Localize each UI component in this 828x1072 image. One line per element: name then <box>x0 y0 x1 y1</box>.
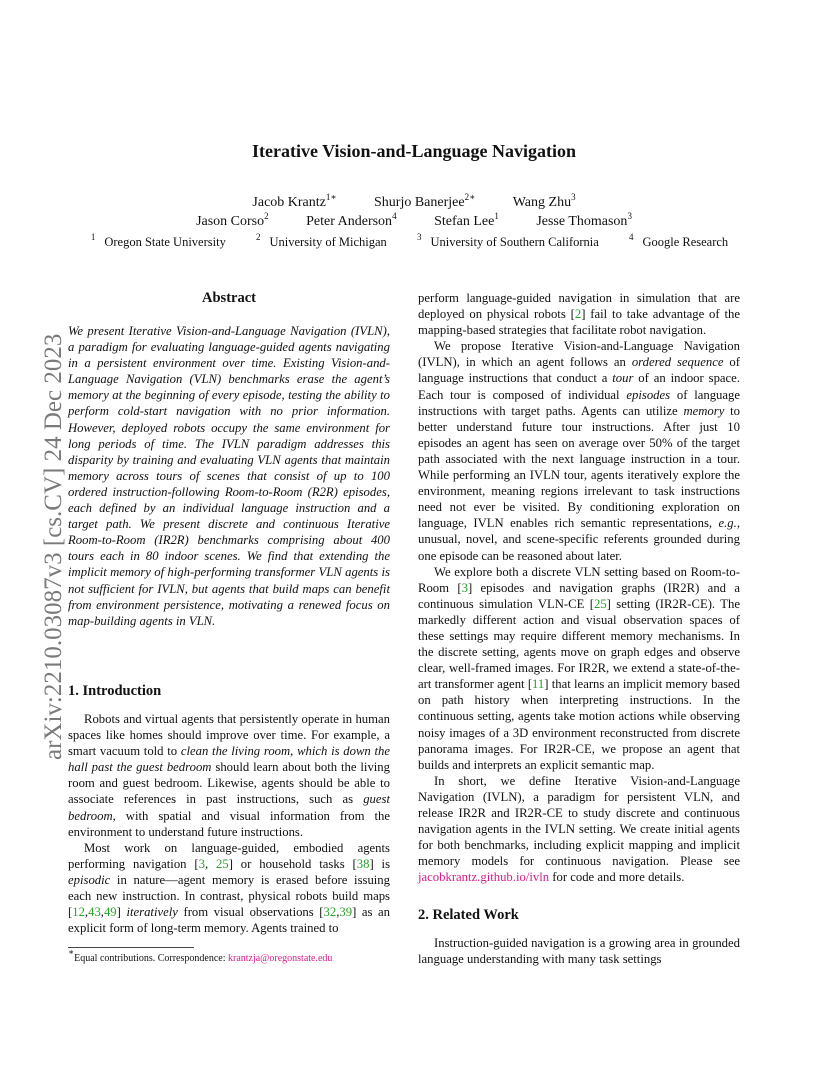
correspondence-email-link[interactable]: krantzja@oregonstate.edu <box>227 953 333 964</box>
footnote-rule <box>68 947 194 948</box>
author: Shurjo Banerjee$^{2∗}$ <box>374 192 476 210</box>
citation-link[interactable]: 12 <box>72 905 85 920</box>
affiliation: $^1$ Oregon State University <box>90 232 226 249</box>
citation-link[interactable]: 25 <box>593 596 607 611</box>
paragraph: We propose Iterative Vision-and-Language Navigation (IVLN), in which an agent follows an ordered sequence of language instructions that conduct a tour of an indoor space. Each tour is composed of individual episodes of language instructions with target paths. Agents can utilize memory to better understand future tour instructions. After just 10 episodes an agent has seen on average over 50% of the target path associated with the next language instruction in a tour. While performing an IVLN tour, agents iteratively explore the environment, meaning regions irrelevant to task instructions need not ever be visited. By conditioning exploration on language, IVLN enables rich semantic representations, e.g., unusual, novel, and scene-specific referents grounded during one episode can be reasoned about later. <box>418 339 740 563</box>
citation-link[interactable]: 38 <box>356 856 370 871</box>
project-url-link[interactable]: jacobkrantz.github.io/ivln <box>418 870 550 885</box>
paragraph: In short, we define Iterative Vision-and-Language Navigation (IVLN), a paradigm for persistent VLN, and release IR2R and IR2R-CE to study discrete and continuous navigation agents in the IVLN setting. We create initial agents for both benchmarks, including explicit mapping and implicit memory models for continuous navigation. Please see jacobkrantz.github.io/ivln for code and more details. <box>418 773 740 885</box>
citation-link[interactable]: 11 <box>532 677 545 692</box>
citation-link[interactable]: 39 <box>339 905 353 920</box>
citation-link[interactable]: 3 <box>461 580 468 595</box>
paper-title: Iterative Vision-and-Language Navigation <box>251 141 577 161</box>
paragraph: We explore both a discrete VLN setting based on Room-to-Room [3] episodes and navigation graphs (IR2R) and a continuous simulation VLN-CE [25] setting (IR2R-CE). The markedly different action and visual observation spaces of these settings may require different memory mechanisms. In the discrete setting, agents move on graph edges and observe clear, well-framed images. For IR2R, we extend a state-of-the-art transformer agent [11] that learns an implicit memory based on path history when interpreting instructions. In the continuous setting, agents take motion actions while observing noisy images of a 3D environment reconstructed from discrete panorama images. For IR2R-CE, we propose an agent that builds and interprets an explicit semantic map. <box>418 564 740 772</box>
arxiv-stamp: arXiv:2210.03087v3 [cs.CV] 24 Dec 2023 <box>40 333 67 760</box>
author: Jacob Krantz$^{1∗}$ <box>252 192 337 210</box>
citation-link[interactable]: 32 <box>323 905 337 920</box>
author: Peter Anderson$^4$ <box>306 211 397 229</box>
author: Jesse Thomason$^3$ <box>536 211 632 229</box>
abstract-heading: Abstract <box>202 290 256 306</box>
right-column-body <box>418 290 740 885</box>
author-line-2 <box>0 211 828 230</box>
abstract-text: We present Iterative Vision-and-Language Navigation (IVLN), a paradigm for evaluating language-guided agents navigating in a persistent environment over time. Existing Vision-and-Language Navigation (VLN) benchmarks erase the agent’s memory at the beginning of every episode, testing the ability to perform cold-start navigation with no prior information. However, deployed robots occupy the same environment for long periods of time. The IVLN paradigm addresses this disparity by training and evaluating VLN agents that maintain memory across tours of scenes that consist of up to 100 ordered instruction-following Room-to-Room (R2R) episodes, each defined by an individual language instruction and a target path. We present discrete and continuous Iterative Room-to-Room (IR2R) benchmarks comprising about 400 tours each in 80 indoor scenes. We find that extending the implicit memory of high-performing transformer VLN agents is not sufficient for IVLN, but agents that build maps can benefit from environment persistence, motivating a renewed focus on map-building agents in VLN. <box>68 324 390 628</box>
footnote: ∗Equal contributions. Correspondence: krantzja@oregonstate.edu <box>68 947 333 964</box>
related-work-body <box>418 935 740 967</box>
introduction-body <box>68 711 390 936</box>
author: Wang Zhu$^3$ <box>512 192 576 210</box>
affiliations <box>0 232 828 250</box>
paragraph: Most work on language-guided, embodied agents performing navigation [3, 25] or household tasks [38] is episodic in nature—agent memory is erased before issuing each new instruction. In contrast, physical robots build maps [12,43,49] iteratively from visual observations [32,39] as an explicit form of long-term memory. Agents trained to <box>68 840 390 936</box>
paragraph: Robots and virtual agents that persistently operate in human spaces like homes should improve over time. For example, a smart vacuum told to clean the living room, which is down the hall past the guest bedroom should learn about both the living room and guest bedroom. Likewise, agents should be able to associate references in past instructions, such as guest bedroom, with spatial and visual information from the environment to understand future instructions. <box>68 712 390 839</box>
citation-link[interactable]: 2 <box>574 307 582 322</box>
affiliation: $^4$ Google Research <box>628 232 729 249</box>
citation-link[interactable]: 43 <box>88 905 101 920</box>
author: Stefan Lee$^1$ <box>434 211 499 229</box>
affiliation: $^2$ University of Michigan <box>255 232 387 249</box>
author-line-1 <box>0 192 828 211</box>
paragraph: Instruction-guided navigation is a growing area in grounded language understanding with many task settings <box>418 936 740 967</box>
citation-link[interactable]: 25 <box>216 856 229 871</box>
section-heading-introduction: 1. Introduction <box>68 683 162 699</box>
paragraph: perform language-guided navigation in simulation that are deployed on physical robots [2] fail to take advantage of the mapping-based strategies that facilitate robot navigation. <box>418 291 740 338</box>
citation-link[interactable]: 49 <box>103 905 117 920</box>
citation-link[interactable]: 3 <box>198 856 205 871</box>
author: Jason Corso$^2$ <box>196 211 269 229</box>
arxiv-stamp-container <box>20 290 67 760</box>
affiliation: $^3$ University of Southern California <box>416 232 599 249</box>
section-heading-related-work: 2. Related Work <box>418 907 519 923</box>
